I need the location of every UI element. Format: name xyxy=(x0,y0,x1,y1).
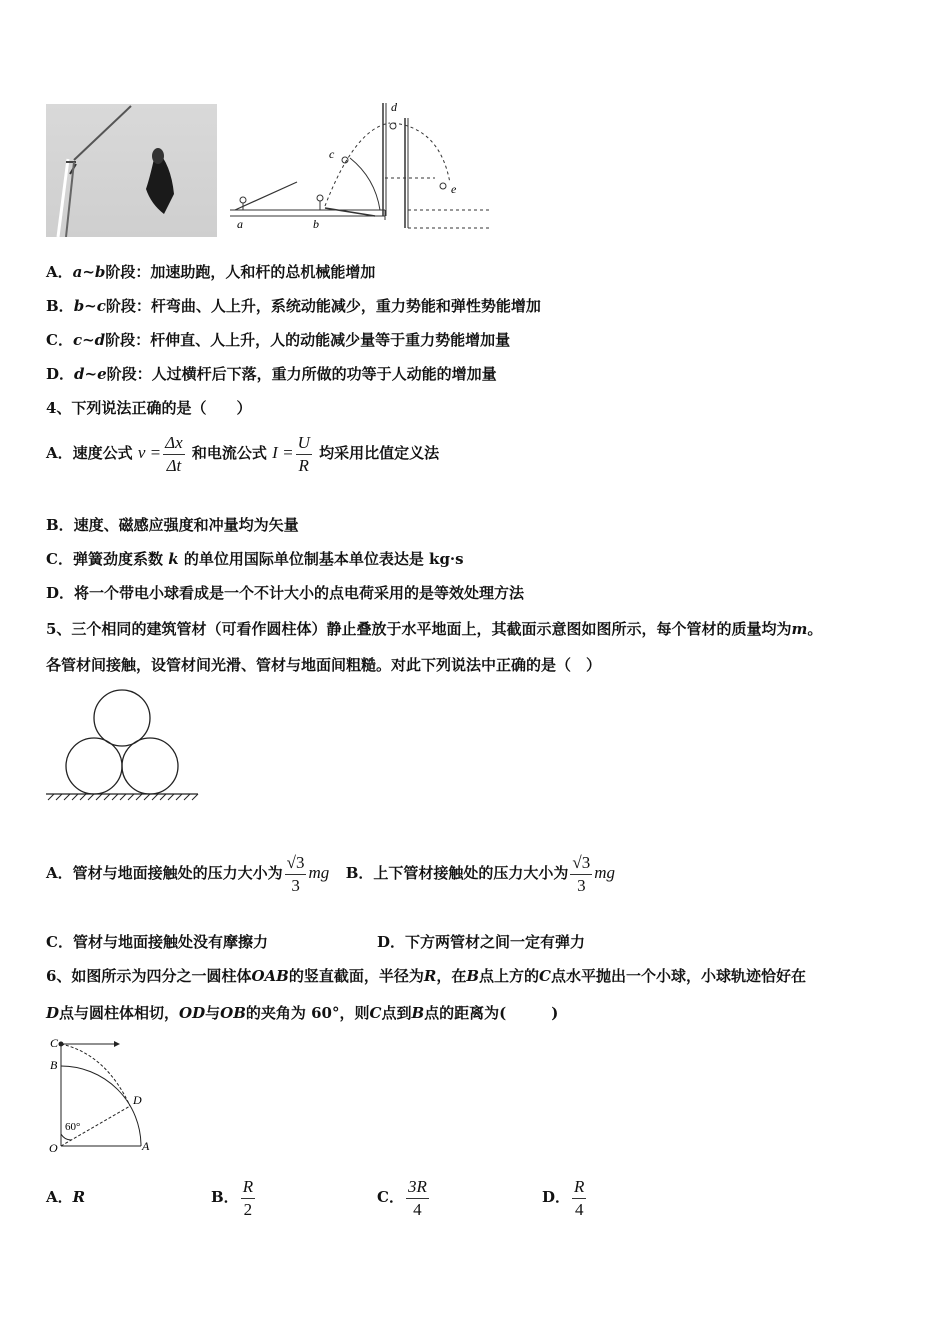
fig-label-d: d xyxy=(391,100,397,114)
q6-option-d: D． $\frac{R}{4}$ xyxy=(542,1176,585,1219)
pole-vault-diagram xyxy=(225,98,495,238)
fig6-label-a: A xyxy=(142,1139,150,1153)
fig-label-e: e xyxy=(451,182,457,196)
pole-vault-photo-art xyxy=(46,104,217,237)
fig-label-b: b xyxy=(313,217,319,231)
q6-stem-line1: 6、如图所示为四分之一圆柱体OAB的竖直截面，半径为R，在B点上方的C点水平抛出一个小球，小球轨迹恰好在 xyxy=(46,967,807,985)
q6-option-a: A．R xyxy=(46,1188,86,1206)
q4-option-a: A．速度公式 v = $\frac{\Delta x}{\Delta t}$ 和电流公式 I = $\frac{U}{R}$ 均采用比值定义法 xyxy=(46,432,440,475)
q4-stem: 4、下列说法正确的是（ ） xyxy=(46,399,252,417)
q6-stem-line2: D点与圆柱体相切，OD与OB的夹角为 60°，则C点到B点的距离为( ) xyxy=(46,1004,559,1022)
fig6-label-c: C xyxy=(50,1036,59,1050)
q4-option-d: D．将一个带电小球看成是一个不计大小的点电荷采用的是等效处理方法 xyxy=(46,584,525,602)
q3-option-a: A．a~b阶段：加速助跑，人和杆的总机械能增加 xyxy=(46,263,376,281)
q3-option-d: D．d~e阶段：人过横杆后下落，重力所做的功等于人动能的增加量 xyxy=(46,365,497,383)
q5-b-fraction: $\frac{√3}{3}$ xyxy=(572,852,591,895)
q5-option-d: D．下方两管材之间一定有弹力 xyxy=(377,933,586,951)
fig6-label-d: D xyxy=(133,1093,142,1107)
q5-option-c: C．管材与地面接触处没有摩擦力 xyxy=(46,933,268,951)
current-fraction: $\frac{U}{R}$ xyxy=(297,432,310,475)
q4-option-c: C．弹簧劲度系数 k 的单位用国际单位制基本单位表达是 kg·s xyxy=(46,550,464,568)
q5-a-fraction: $\frac{√3}{3}$ xyxy=(286,852,305,895)
fig6-angle-label: 60° xyxy=(65,1121,81,1133)
q6-option-b: B． $\frac{R}{2}$ xyxy=(211,1176,254,1219)
q4-option-b: B．速度、磁感应强度和冲量均为矢量 xyxy=(46,516,299,534)
q5-stem-line1: 5、三个相同的建筑管材（可看作圆柱体）静止叠放于水平地面上，其截面示意图如图所示，每个管材的质量均为m。 xyxy=(46,620,823,638)
fig-label-c: c xyxy=(329,147,335,161)
pipes-diagram xyxy=(46,688,201,803)
q5-options-ab: A．管材与地面接触处的压力大小为 $\frac{√3}{3}$ mg B．上下管材接触处的压力大小为 $\frac{√3}{3}$ mg xyxy=(46,852,616,895)
fig-label-a: a xyxy=(237,217,243,231)
pole-vault-photo xyxy=(46,104,217,237)
q6-option-c: C． $\frac{3R}{4}$ xyxy=(377,1176,427,1219)
q5-stem-line2: 各管材间接触，设管材间光滑、管材与地面间粗糙。对此下列说法中正确的是（ ） xyxy=(46,656,602,674)
q3-option-c: C．c~d阶段：杆伸直、人上升，人的动能减少量等于重力势能增加量 xyxy=(46,331,511,349)
quarter-circle-diagram xyxy=(46,1034,166,1156)
velocity-fraction: $\frac{\Delta x}{\Delta t}$ xyxy=(165,432,183,475)
q3-option-b: B．b~c阶段：杆弯曲、人上升，系统动能减少，重力势能和弹性势能增加 xyxy=(46,297,541,315)
fig6-label-b: B xyxy=(50,1058,58,1072)
fig6-label-o: O xyxy=(49,1141,58,1155)
